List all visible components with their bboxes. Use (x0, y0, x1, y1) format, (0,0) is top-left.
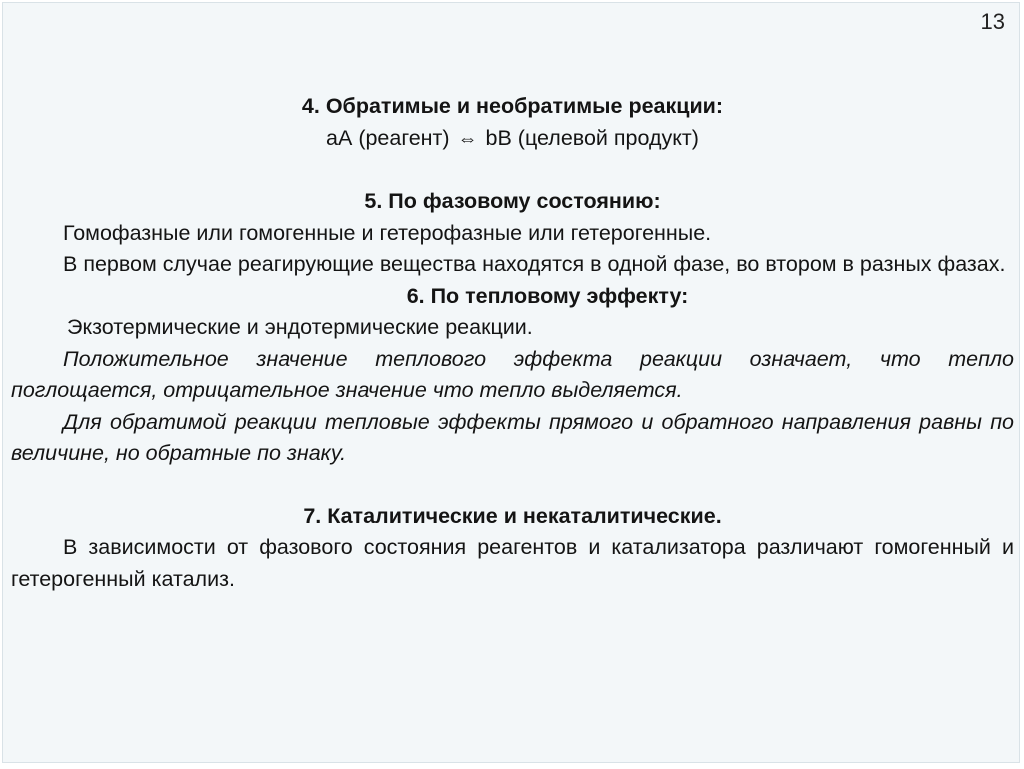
reaction-equation (11, 123, 1014, 156)
section-7-paragraph-1: В зависимости от фазового состояния реагентов и катализатора различают гомогенный и гетерогенный катализ. (11, 535, 1014, 591)
spacer (11, 470, 1014, 501)
section-5-heading: 5. По фазовому состоянию: (364, 189, 661, 213)
section-7-heading: 7. Каталитические и некаталитические. (303, 503, 722, 528)
section-6-paragraph-1: Экзотермические и эндотермические реакции. (67, 315, 533, 339)
equation-reagent: аА (реагент) (326, 125, 450, 150)
slide-content (11, 91, 1014, 595)
double-arrow-icon: ⇔ (457, 127, 478, 150)
equation-product: bB (целевой продукт) (485, 125, 699, 150)
section-4-heading: 4. Обратимые и необратимые реакции: (301, 94, 724, 118)
spacer (11, 155, 1014, 186)
slide (2, 2, 1020, 763)
section-6-heading: 6. По тепловому эффекту: (406, 283, 689, 308)
section-6-paragraph-2: Положительное значение теплового эффекта реакции означает, что тепло поглощается, отрицательное значение что тепло выделяется. (11, 346, 1014, 402)
section-5-paragraph-1: Гомофазные или гомогенные и гетерофазные или гетерогенные. (63, 220, 712, 245)
section-5-paragraph-2: В первом случае реагирующие вещества находятся в одной фазе, во втором в разных фазах. (63, 252, 1006, 276)
section-6-paragraph-3: Для обратимой реакции тепловые эффекты прямого и обратного направления равны по величине, но обратные по знаку. (11, 409, 1014, 465)
page-number: 13 (980, 9, 1005, 34)
